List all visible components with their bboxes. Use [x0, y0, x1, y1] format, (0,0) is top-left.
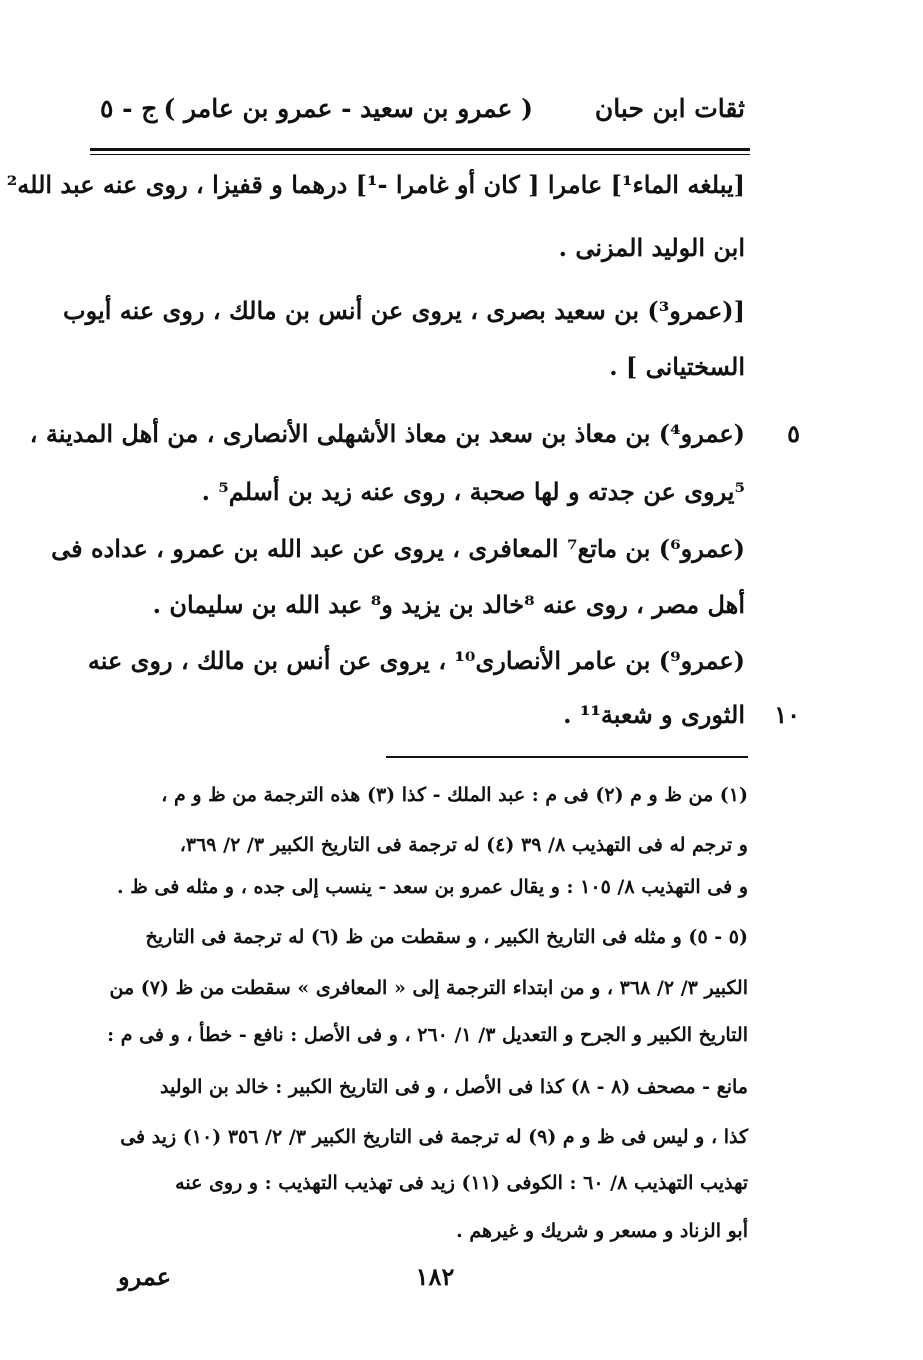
text-line: السختيانى ] .	[609, 352, 745, 381]
text-line: [يبلغه الماء¹] عامرا [ كان أو غامرا -¹] درهما و قفيزا ، روى عنه عبد الله²	[6, 170, 745, 199]
footnote-separator	[386, 756, 748, 758]
text-line: أهل مصر ، روى عنه ⁸خالد بن يزيد و⁸ عبد الله بن سليمان .	[152, 590, 745, 619]
footnote-line: الكبير ٣/ ٢/ ٣٦٨ ، و من ابتداء الترجمة إلى « المعافرى » سقطت من ظ (٧) من	[109, 977, 748, 999]
text-line: الثورى و شعبة¹¹ .	[563, 700, 745, 729]
text-line: ⁵يروى عن جدته و لها صحبة ، روى عنه زيد بن أسلم⁵ .	[201, 477, 745, 506]
footnote-line: كذا ، و ليس فى ظ و م (٩) له ترجمة فى التاريخ الكبير ٣/ ٢/ ٣٥٦ (١٠) زيد فى	[120, 1126, 748, 1148]
footnote-line: أبو الزناد و مسعر و شريك و غيرهم .	[456, 1220, 748, 1242]
footnote-line: (١) من ظ و م (٢) فى م : عبد الملك - كذا (٣) هذه الترجمة من ظ و م ،	[161, 784, 748, 806]
text-line: ابن الوليد المزنى .	[558, 233, 745, 262]
running-head-section: ( عمرو بن سعيد - عمرو بن عامر )	[163, 94, 533, 123]
text-line: (عمرو⁶) بن ماتع⁷ المعافرى ، يروى عن عبد الله بن عمرو ، عداده فى	[51, 534, 745, 563]
line-number: ١٠	[774, 700, 800, 729]
text-line: [(عمرو³) بن سعيد بصرى ، يروى عن أنس بن مالك ، روى عنه أيوب	[63, 296, 745, 325]
page-number: ١٨٢	[415, 1262, 455, 1291]
footnote-line: و ترجم له فى التهذيب ٨/ ٣٩ (٤) له ترجمة فى التاريخ الكبير ٣/ ٢/ ٣٦٩،	[179, 834, 748, 856]
text-line: (عمرو⁴) بن معاذ بن سعد بن معاذ الأشهلى الأنصارى ، من أهل المدينة ،	[29, 419, 745, 448]
running-head-volume: ج - ٥	[100, 94, 158, 123]
catchword: عمرو	[118, 1262, 172, 1291]
footnote-line: التاريخ الكبير و الجرح و التعديل ٣/ ١/ ٢٦٠ ، و فى الأصل : نافع - خطأ ، و فى م :	[107, 1024, 748, 1046]
footnote-line: تهذيب التهذيب ٨/ ٦٠ : الكوفى (١١) زيد فى تهذيب التهذيب : و روى عنه	[175, 1172, 748, 1194]
line-number: ٥	[787, 419, 800, 448]
header-rule-thick	[90, 148, 750, 151]
footnote-line: (٥ - ٥) و مثله فى التاريخ الكبير ، و سقطت من ظ (٦) له ترجمة فى التاريخ	[145, 926, 748, 948]
header-rule-thin	[90, 154, 750, 155]
text-line: (عمرو⁹) بن عامر الأنصارى¹⁰ ، يروى عن أنس بن مالك ، روى عنه	[87, 646, 745, 675]
footnote-line: مانع - مصحف (٨ - ٨) كذا فى الأصل ، و فى التاريخ الكبير : خالد بن الوليد	[160, 1076, 748, 1098]
running-head-book-title: ثقات ابن حبان	[594, 94, 745, 123]
footnote-line: و فى التهذيب ٨/ ١٠٥ : و يقال عمرو بن سعد - ينسب إلى جده ، و مثله فى ظ .	[116, 876, 748, 898]
